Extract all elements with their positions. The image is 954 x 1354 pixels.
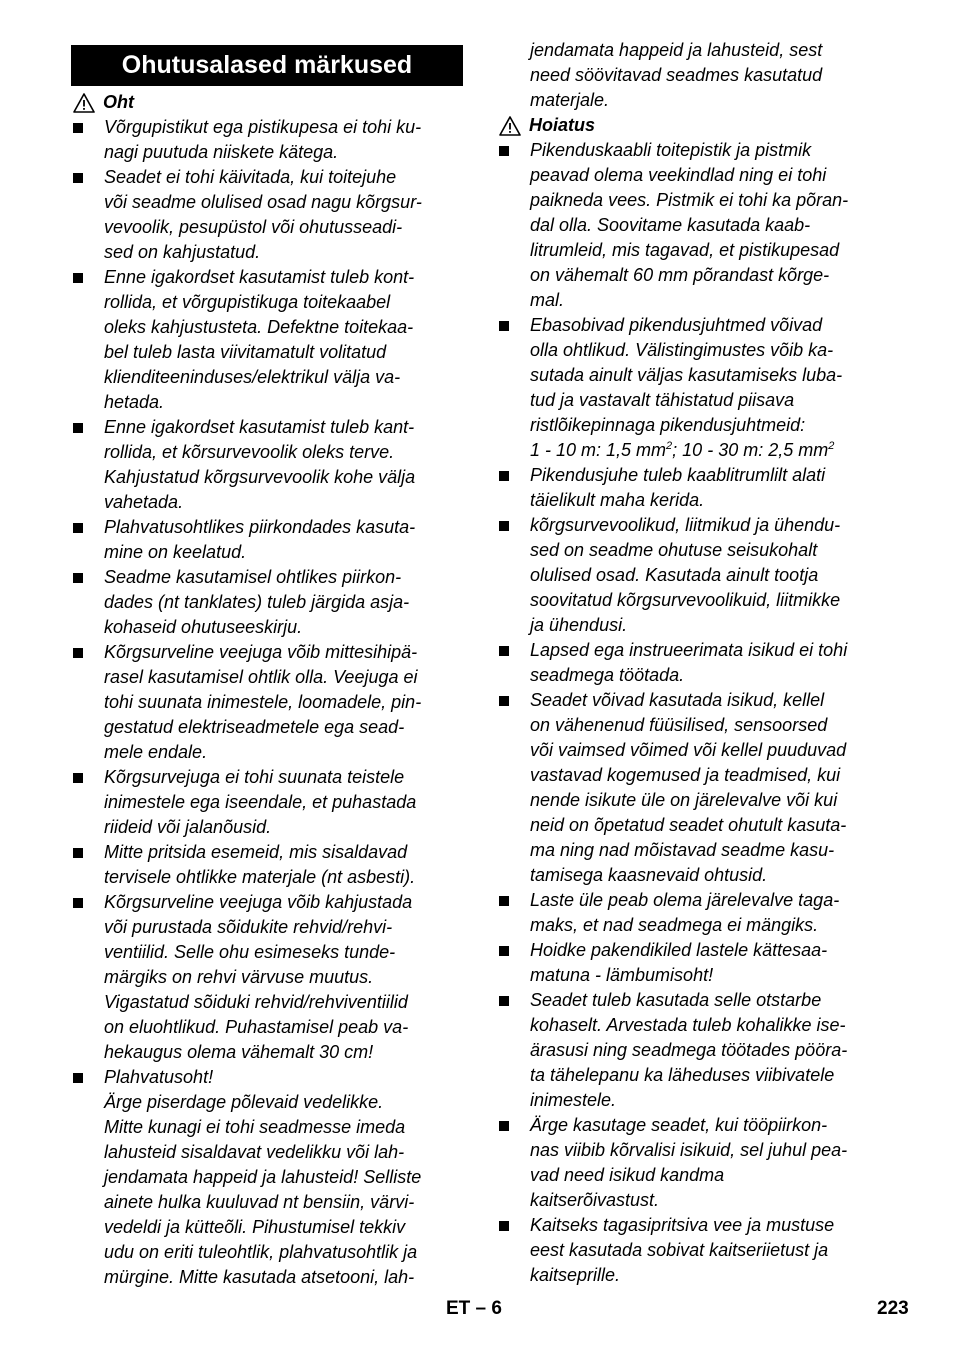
- bullet-icon: [499, 696, 509, 706]
- warning-triangle-icon: [499, 116, 521, 136]
- list-item: Lapsed ega instrueerimata isikud ei tohi seadmega töötada.: [497, 638, 889, 688]
- bullet-icon: [73, 898, 83, 908]
- list-item: Seadet võivad kasutada isikud, kellel on vähenenud füüsilised, sensoorsed või vaimsed võimed või kellel puuduvad vastavad kogemused ja teadmised, kui nende isikute üle on järelevalve või kui neid on õpetatud seadet ohutult kasuta- ma ning nad mõistavad seadme kasu- tamisega kaasnevaid ohtusid.: [497, 688, 889, 888]
- bullet-icon: [499, 1121, 509, 1131]
- warning-heading-label: Hoiatus: [529, 115, 596, 135]
- section-title: Ohutusalased märkused: [71, 45, 463, 86]
- bullet-icon: [73, 423, 83, 433]
- page-number: 223: [877, 1298, 909, 1319]
- list-item: Seadet ei tohi käivitada, kui toitejuhe või seadme olulised osad nagu kõrgsur- vevoolik, pesupüstol või ohutusseadi- sed on kahjustatud.: [71, 165, 463, 265]
- footer-section-label: ET – 6: [446, 1298, 502, 1319]
- list-item: Kõrgsurveline veejuga võib mittesihipä- rasel kasutamisel ohtlik olla. Veejuga ei tohi suunata inimestele, loomadele, pin- gestatud elektriseadmetele ega sead- mele endale.: [71, 640, 463, 765]
- bullet-icon: [499, 646, 509, 656]
- bullet-icon: [73, 573, 83, 583]
- list-item: Võrgupistikut ega pistikupesa ei tohi ku- nagi puutuda niiskete kätega.: [71, 115, 463, 165]
- list-item: Ärge kasutage seadet, kui tööpiirkon- nas viibib kõrvalisi isikuid, sel juhul pea- vad need isikud kandma kaitserõivastust.: [497, 1113, 889, 1213]
- warning-list: [497, 138, 889, 1288]
- danger-heading-label: Oht: [103, 92, 134, 112]
- bullet-icon: [499, 946, 509, 956]
- list-item: Ebasobivad pikendusjuhtmed võivad olla ohtlikud. Välistingimustes võib ka- sutada ainult väljas kasutamiseks luba- tud ja vastavalt tähistatud piisava ristlõikepinnaga pikendusjuhtmeid: 1 - 10 m: 1,5 $mm^2$; 10 - 30 m: 2,5 $mm^2$: [497, 313, 889, 463]
- list-item: Pikenduskaabli toitepistik ja pistmik peavad olema veekindlad ning ei tohi paikneda vees. Pistmik ei tohi ka põran- dal olla. Soovitame kasutada kaab- litrumleid, mis tagavad, et pistikupesad on vähemalt 60 mm põrandast kõrge- mal.: [497, 138, 889, 313]
- danger-list: [71, 115, 463, 1290]
- left-column: [71, 45, 463, 1290]
- danger-heading: [71, 90, 463, 115]
- bullet-icon: [73, 1073, 83, 1083]
- bullet-icon: [73, 523, 83, 533]
- list-item: Laste üle peab olema järelevalve taga- maks, et nad seadmega ei mängiks.: [497, 888, 889, 938]
- bullet-icon: [499, 896, 509, 906]
- list-item: Seadet tuleb kasutada selle otstarbe kohaselt. Arvestada tuleb kohalikke ise- ärasusi ning seadmega töötades pööra- ta tähelepanu ka läheduses viibivatele inimestele.: [497, 988, 889, 1113]
- list-item: Enne igakordset kasutamist tuleb kont- rollida, et võrgupistikuga toitekaabel oleks kahjustusteta. Defektne toitekaa- bel tuleb lasta viivitamatult volitatud klienditeeninduses/elektrikul välja va- hetada.: [71, 265, 463, 415]
- list-item: Mitte pritsida esemeid, mis sisaldavad tervisele ohtlikke materjale (nt asbesti).: [71, 840, 463, 890]
- list-item: Kõrgsurveline veejuga võib kahjustada või purustada sõidukite rehvid/rehvi- ventiilid. Selle ohu esimeseks tunde- märgiks on rehvi värvuse muutus. Vigastatud sõiduki rehvid/rehviventiilid on eluohtlikud. Puhastamisel peab va- hekaugus olema vähemalt 30 cm!: [71, 890, 463, 1065]
- bullet-icon: [73, 648, 83, 658]
- warning-triangle-icon: [73, 93, 95, 113]
- bullet-icon: [73, 173, 83, 183]
- bullet-icon: [499, 146, 509, 156]
- cable-spec: 1 - 10 m: 1,5 $mm^2$; 10 - 30 m: 2,5 $mm^2$: [530, 440, 835, 460]
- warning-heading: [497, 113, 889, 138]
- list-item: kõrgsurvevoolikud, liitmikud ja ühendu- sed on seadme ohutuse seisukohalt olulised osad. Kasutada ainult tootja soovitatud kõrgsurvevoolikuid, liitmikke ja ühendusi.: [497, 513, 889, 638]
- list-item: Kaitseks tagasipritsiva vee ja mustuse eest kasutada sobivat kaitseriietust ja kaitseprille.: [497, 1213, 889, 1288]
- bullet-icon: [499, 1221, 509, 1231]
- continued-text: jendamata happeid ja lahusteid, sest need söövitavad seadmes kasutatud materjale.: [530, 40, 823, 110]
- bullet-icon: [73, 123, 83, 133]
- list-item: Kõrgsurvejuga ei tohi suunata teistele inimestele ega iseendale, et puhastada riideid või jalanõusid.: [71, 765, 463, 840]
- right-column: [497, 38, 889, 1288]
- bullet-icon: [499, 471, 509, 481]
- list-item: Pikendusjuhe tuleb kaablitrumlilt alati täielikult maha kerida.: [497, 463, 889, 513]
- bullet-icon: [499, 321, 509, 331]
- list-item: Seadme kasutamisel ohtlikes piirkon- dades (nt tanklates) tuleb järgida asja- kohaseid ohutuseeskirju.: [71, 565, 463, 640]
- bullet-icon: [73, 773, 83, 783]
- bullet-icon: [499, 996, 509, 1006]
- list-item: Enne igakordset kasutamist tuleb kant- rollida, et kõrsurvevoolik oleks terve. Kahjustatud kõrgsurvevoolik kohe välja vahetada.: [71, 415, 463, 515]
- list-item: Plahvatusohtlikes piirkondades kasuta- mine on keelatud.: [71, 515, 463, 565]
- bullet-icon: [499, 521, 509, 531]
- bullet-icon: [73, 273, 83, 283]
- bullet-icon: [73, 848, 83, 858]
- list-item: Plahvatusoht! Ärge piserdage põlevaid vedelikke. Mitte kunagi ei tohi seadmesse imeda lahusteid sisaldavat vedelikku või lah- jendamata happeid ja lahusteid! Selliste ainete hulka kuuluvad nt bensiin, värvi- vedeldi ja kütteõli. Pihustumisel tekkiv udu on eriti tuleohtlik, plahvatusohtlik ja mürgine. Mitte kasutada atsetooni, lah-: [71, 1065, 463, 1290]
- list-item: Hoidke pakendikiled lastele kättesaa- matuna - lämbumisoht!: [497, 938, 889, 988]
